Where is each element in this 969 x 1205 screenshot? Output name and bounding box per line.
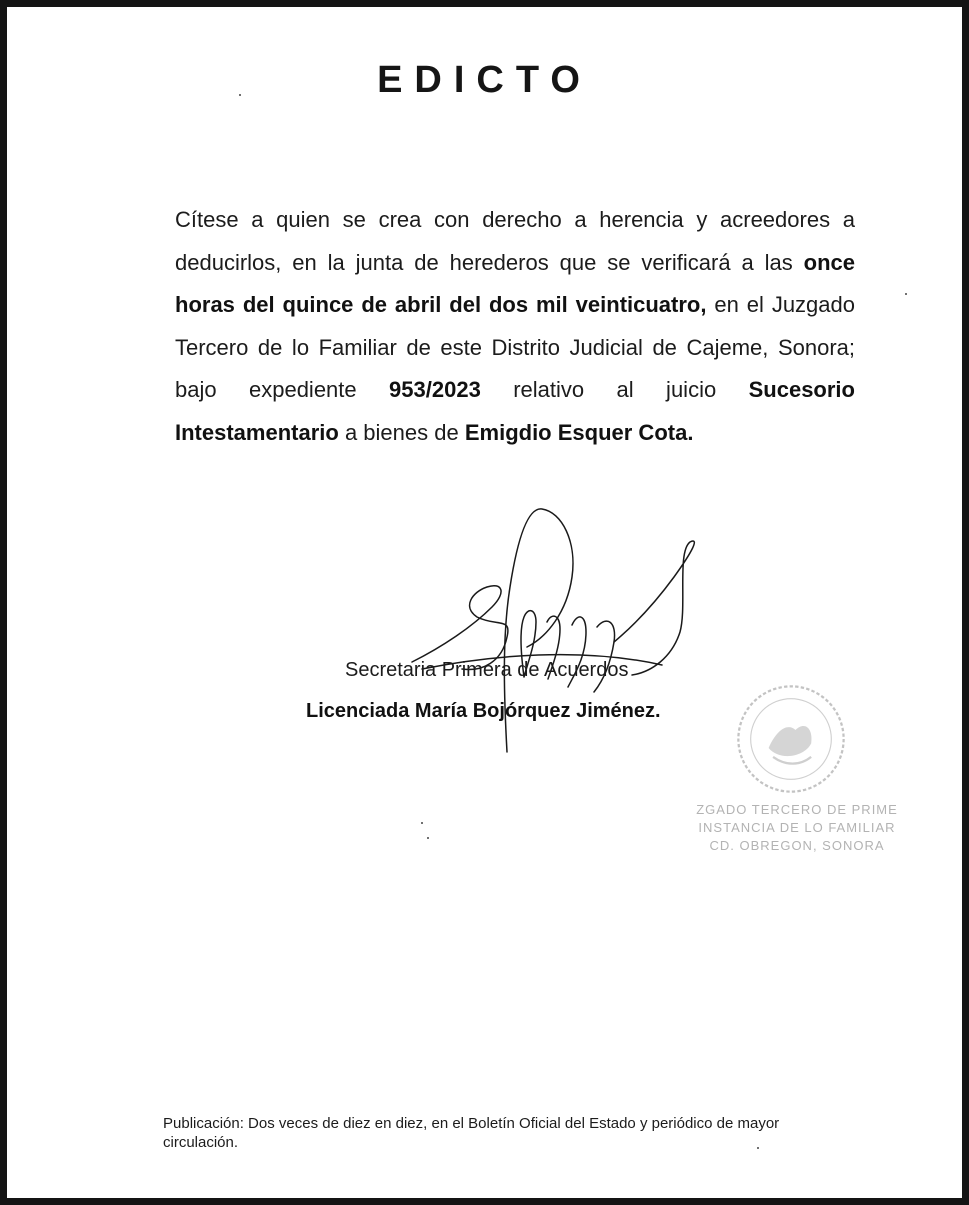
signer-name: Licenciada María Bojórquez Jiménez.: [306, 700, 661, 722]
stamp-line-3: CD. OBREGON, SONORA: [709, 838, 885, 853]
stamp-line-2: INSTANCIA DE LO FAMILIAR: [698, 820, 896, 835]
official-seal-icon: [735, 683, 847, 795]
case-number: 953/2023: [389, 377, 481, 402]
court-stamp: [657, 801, 937, 855]
body-text-4: a bienes de: [344, 419, 459, 445]
proceeding-type: Sucesorio Intestamentario: [175, 377, 855, 445]
scan-speck: [905, 293, 907, 295]
body-text-1: Cítese a quien se crea con derecho a herencia y acreedores a deducirlos, en la junta de herederos que se verificará a las: [175, 207, 855, 275]
scan-speck: [239, 94, 241, 96]
scan-speck: [421, 822, 423, 824]
stamp-line-1: ZGADO TERCERO DE PRIME: [696, 802, 898, 817]
body-text-2: en el Juzgado Tercero de lo Familiar de este Distrito Judicial de Cajeme, Sonora; bajo expediente: [175, 292, 855, 402]
hearing-date: once horas del quince de abril del dos mil veinticuatro,: [175, 249, 855, 317]
signer-role: Secretaria Primera de Acuerdos: [345, 659, 629, 681]
scan-speck: [427, 837, 429, 839]
deceased-name: Emigdio Esquer Cota.: [464, 419, 694, 445]
document-title: EDICTO: [377, 59, 592, 101]
publication-note: Publicación: Dos veces de diez en diez, en el Boletín Oficial del Estado y periódico de mayor circulación.: [163, 1115, 780, 1151]
body-text-3: relativo al juicio: [513, 377, 717, 402]
edict-body: [175, 199, 855, 454]
scan-speck: [757, 1147, 759, 1149]
handwritten-signature: [402, 497, 732, 767]
